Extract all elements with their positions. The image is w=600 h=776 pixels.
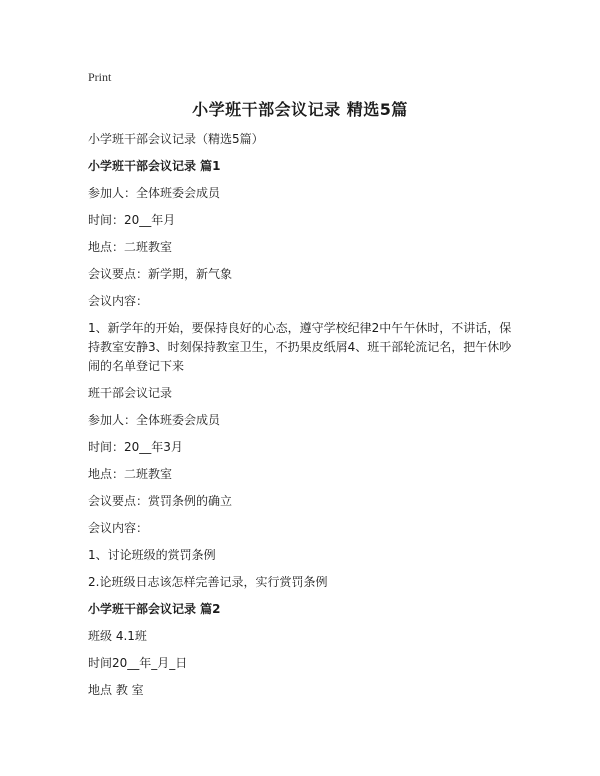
section-heading: 小学班干部会议记录 篇2	[88, 602, 221, 616]
paragraph: 时间：20__年月	[88, 213, 176, 227]
section-heading: 小学班干部会议记录 篇1	[88, 159, 221, 173]
paragraph: 会议要点：新学期，新气象	[88, 267, 233, 281]
document-body	[88, 130, 518, 708]
paragraph: 1、新学年的开始，要保持良好的心态，遵守学校纪律2中午午休时，不讲话，保持教室安静3、时刻保持教室卫生，不扔果皮纸屑4、班干部轮流记名，把午休吵闹的名单登记下来	[88, 321, 512, 373]
page-title: 小学班干部会议记录 精选5篇	[192, 100, 408, 119]
paragraph: 地点：二班教室	[88, 467, 173, 481]
paragraph: 班干部会议记录	[88, 386, 173, 400]
paragraph: 会议要点：赏罚条例的确立	[88, 494, 233, 508]
paragraph: 班级 4.1班	[88, 629, 147, 643]
paragraph: 会议内容：	[88, 521, 149, 535]
paragraph: 地点：二班教室	[88, 240, 173, 254]
paragraph: 2.论班级日志该怎样完善记录，实行赏罚条例	[88, 575, 328, 589]
paragraph: 时间：20__年3月	[88, 440, 183, 454]
paragraph: 1、讨论班级的赏罚条例	[88, 548, 216, 562]
paragraph: 小学班干部会议记录（精选5篇）	[88, 132, 264, 146]
paragraph: 参加人：全体班委会成员	[88, 413, 221, 427]
paragraph: 会议内容：	[88, 294, 149, 308]
paragraph: 地点 教 室	[88, 683, 144, 697]
print-link[interactable]: Print	[88, 70, 112, 84]
paragraph: 参加人：全体班委会成员	[88, 186, 221, 200]
paragraph: 时间20__年_月_日	[88, 656, 188, 670]
